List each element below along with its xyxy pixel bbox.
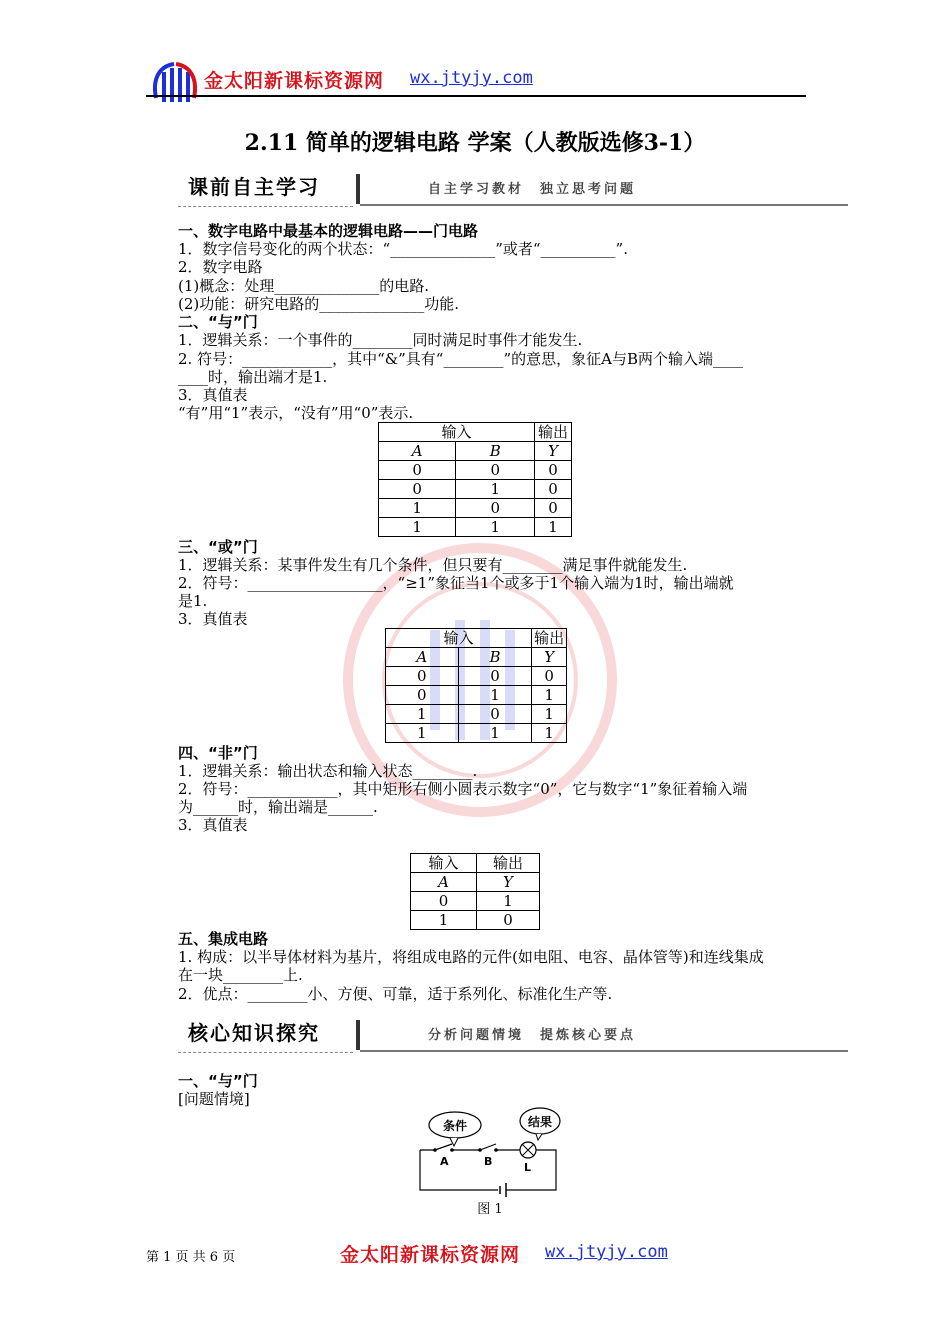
table-cell: 0 [535,499,572,518]
text-line: ____时，输出端才是1. [178,368,328,386]
table-cell: A [386,648,459,667]
banner-tag: 课前自主学习 [178,172,363,202]
page-number: 第 1 页 共 6 页 [146,1250,236,1265]
banner-subtitle: 自主学习教材 独立思考问题 [428,182,637,197]
result-label: 结果 [527,1115,553,1129]
table-cell: 0 [379,480,456,499]
not-truth-table [410,853,540,930]
table-cell: 输出 [532,629,567,648]
switch-a-label: A [440,1155,449,1168]
text-line: 在一块________上. [178,966,303,984]
condition-label: 条件 [442,1119,468,1133]
table-cell: 1 [458,724,532,743]
table-cell: 0 [458,667,532,686]
text-line: “有”用“1”表示，“没有”用“0”表示. [178,404,414,422]
circuit-diagram [410,1105,570,1220]
figure-caption: 图 1 [477,1202,503,1217]
table-cell: 1 [379,499,456,518]
table-cell: 0 [535,480,572,499]
text-line: (2)功能：研究电路的______________功能. [178,295,460,313]
text-line: 3．真值表 [178,816,248,834]
text-line: 是1. [178,592,208,610]
text-line: 1．数字信号变化的两个状态：“______________”或者“__________”. [178,240,628,258]
text-line: 2．符号：____________，其中矩形右侧小圆表示数字“0”，它与数字“1”象征着输入端 [178,780,748,798]
text-line: 1．逻辑关系：输出状态和输入状态________. [178,762,478,780]
table-cell: 1 [532,686,567,705]
text-line: 3．真值表 [178,386,248,404]
heading-core-1: 一、“与”门 [178,1072,258,1090]
table-cell: 输入 [386,629,532,648]
table-cell: 0 [477,911,540,930]
battery-icon [500,1183,506,1197]
text-line: 1．逻辑关系：一个事件的________同时满足时事件才能发生. [178,331,583,349]
table-cell: 0 [535,461,572,480]
heading-4: 四、“非”门 [178,744,258,762]
text-line: 2．符号：__________________，“≥1”象征当1个或多于1个输入端为1时，输出端就 [178,574,734,592]
footer-url-link[interactable]: wx.jtyjy.com [545,1242,668,1262]
table-cell: 0 [456,461,535,480]
table-cell: 输出 [535,423,572,442]
section-banner-preview [178,172,848,208]
text-line: 2. 符号：____________，其中“&”具有“________”的意思，象征A与B两个输入端____ [178,350,743,368]
table-cell: 1 [532,705,567,724]
table-cell: 1 [379,518,456,537]
header-divider [146,95,806,97]
table-cell: 输入 [379,423,535,442]
header-url-link[interactable]: wx.jtyjy.com [410,68,533,88]
text-line: 1. 构成：以半导体材料为基片，将组成电路的元件(如电阻、电容、晶体管等)和连线集成 [178,948,764,966]
table-cell: 1 [458,686,532,705]
text-line: 为______时，输出端是______. [178,798,378,816]
table-cell: Y [477,873,540,892]
heading-1: 一、数字电路中最基本的逻辑电路——门电路 [178,222,479,240]
text-line: 2．优点：________小、方便、可靠，适于系列化、标准化生产等. [178,985,613,1003]
switch-b-label: B [484,1155,493,1168]
section-banner-core [178,1018,848,1054]
banner-tag: 核心知识探究 [178,1018,363,1048]
page-title: 2.11 简单的逻辑电路 学案（人教版选修3-1） [244,130,706,156]
table-cell: 1 [386,705,459,724]
table-cell: 1 [456,518,535,537]
table-cell: 0 [532,667,567,686]
table-cell: B [456,442,535,461]
table-cell: 输入 [411,854,477,873]
table-cell: A [379,442,456,461]
table-cell: Y [535,442,572,461]
table-cell: 0 [386,667,459,686]
heading-3: 三、“或”门 [178,538,258,556]
or-truth-table [385,628,567,743]
table-cell: 0 [379,461,456,480]
table-cell: 输出 [477,854,540,873]
table-cell: Y [532,648,567,667]
footer-brand: 金太阳新课标资源网 [340,1244,521,1266]
text-line: 2．数字电路 [178,258,263,276]
text-line: (1)概念：处理______________的电路. [178,277,430,295]
text-line: 1．逻辑关系：某事件发生有几个条件，但只要有________满足事件就能发生. [178,556,688,574]
text-line: 3．真值表 [178,610,248,628]
heading-5: 五、集成电路 [178,930,269,948]
text-line: [问题情境] [178,1090,250,1108]
table-cell: 1 [477,892,540,911]
banner-subtitle: 分析问题情境 提炼核心要点 [428,1028,637,1043]
site-logo-icon [150,58,200,106]
table-cell: 1 [456,480,535,499]
lamp-label: L [524,1161,532,1174]
header-brand: 金太阳新课标资源网 [204,70,385,92]
table-cell: 0 [411,892,477,911]
heading-2: 二、“与”门 [178,313,258,331]
table-cell: 0 [456,499,535,518]
table-cell: 1 [535,518,572,537]
and-truth-table [378,422,572,537]
table-cell: 0 [386,686,459,705]
table-cell: B [458,648,532,667]
table-cell: 1 [411,911,477,930]
table-cell: 0 [458,705,532,724]
table-cell: 1 [386,724,459,743]
table-cell: A [411,873,477,892]
table-cell: 1 [532,724,567,743]
